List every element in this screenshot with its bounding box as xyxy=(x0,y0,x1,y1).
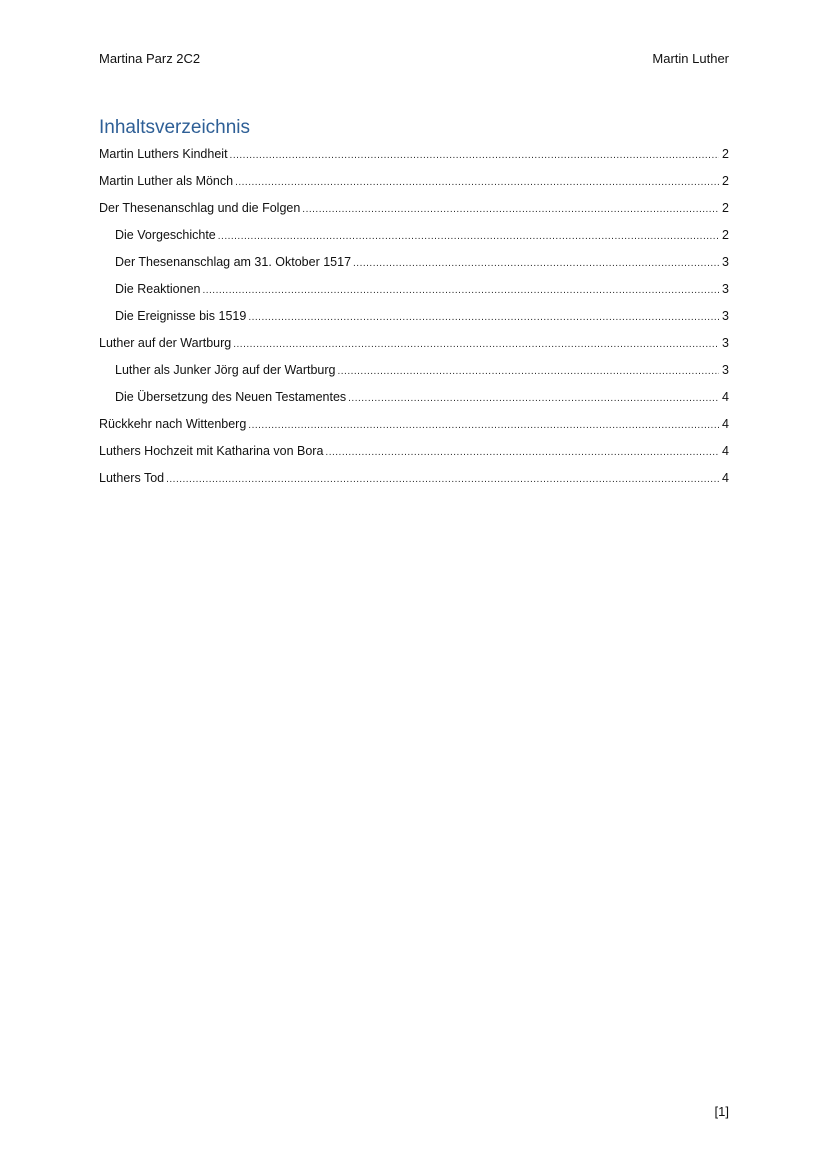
toc-dot-leader xyxy=(348,390,719,408)
toc-dot-leader xyxy=(248,309,719,327)
toc-entry-thesenanschlag-folgen[interactable] xyxy=(99,199,729,226)
toc-entry-page: 3 xyxy=(722,282,729,296)
table-of-contents xyxy=(99,145,729,496)
header-title: Martin Luther xyxy=(652,51,729,66)
toc-entry-rueckkehr[interactable] xyxy=(99,415,729,442)
toc-entry-title: Luthers Tod xyxy=(99,471,165,485)
toc-entry-page: 3 xyxy=(722,363,729,377)
toc-entry-junker-joerg[interactable] xyxy=(99,361,729,388)
toc-entry-reaktionen[interactable] xyxy=(99,280,729,307)
toc-entry-page: 2 xyxy=(722,201,729,215)
toc-dot-leader xyxy=(353,255,719,273)
toc-entry-hochzeit[interactable] xyxy=(99,442,729,469)
toc-entry-title: Die Ereignisse bis 1519 xyxy=(115,309,247,323)
page-number: [1] xyxy=(714,1104,729,1119)
toc-dot-leader xyxy=(302,201,719,219)
toc-entry-title: Martin Luthers Kindheit xyxy=(99,147,228,161)
toc-heading: Inhaltsverzeichnis xyxy=(99,117,251,138)
toc-entry-title: Martin Luther als Mönch xyxy=(99,174,234,188)
toc-dot-leader xyxy=(233,336,719,354)
toc-dot-leader xyxy=(337,363,719,381)
toc-entry-tod[interactable] xyxy=(99,469,729,496)
toc-entry-uebersetzung[interactable] xyxy=(99,388,729,415)
toc-entry-page: 2 xyxy=(722,147,729,161)
toc-entry-page: 4 xyxy=(722,417,729,431)
toc-entry-title: Die Übersetzung des Neuen Testamentes xyxy=(115,390,347,404)
toc-entry-title: Luther als Junker Jörg auf der Wartburg xyxy=(115,363,336,377)
toc-entry-page: 2 xyxy=(722,174,729,188)
toc-entry-title: Der Thesenanschlag am 31. Oktober 1517 xyxy=(115,255,352,269)
toc-dot-leader xyxy=(202,282,719,300)
toc-entry-page: 4 xyxy=(722,390,729,404)
toc-entry-moench[interactable] xyxy=(99,172,729,199)
toc-dot-leader xyxy=(235,174,719,192)
toc-entry-wartburg[interactable] xyxy=(99,334,729,361)
toc-entry-kindheit[interactable] xyxy=(99,145,729,172)
toc-dot-leader xyxy=(166,471,719,489)
toc-entry-page: 4 xyxy=(722,444,729,458)
toc-dot-leader xyxy=(230,147,719,165)
toc-entry-page: 2 xyxy=(722,228,729,242)
toc-entry-ereignisse-1519[interactable] xyxy=(99,307,729,334)
toc-dot-leader xyxy=(248,417,719,435)
toc-entry-title: Die Vorgeschichte xyxy=(115,228,216,242)
toc-dot-leader xyxy=(218,228,719,246)
toc-entry-page: 4 xyxy=(722,471,729,485)
toc-entry-title: Luther auf der Wartburg xyxy=(99,336,232,350)
toc-entry-page: 3 xyxy=(722,336,729,350)
toc-entry-title: Luthers Hochzeit mit Katharina von Bora xyxy=(99,444,324,458)
toc-entry-thesenanschlag-1517[interactable] xyxy=(99,253,729,280)
toc-entry-page: 3 xyxy=(722,255,729,269)
header-author: Martina Parz 2C2 xyxy=(99,51,201,66)
toc-entry-vorgeschichte[interactable] xyxy=(99,226,729,253)
toc-entry-title: Rückkehr nach Wittenberg xyxy=(99,417,247,431)
toc-dot-leader xyxy=(325,444,719,462)
toc-entry-title: Der Thesenanschlag und die Folgen xyxy=(99,201,301,215)
toc-entry-page: 3 xyxy=(722,309,729,323)
toc-entry-title: Die Reaktionen xyxy=(115,282,201,296)
